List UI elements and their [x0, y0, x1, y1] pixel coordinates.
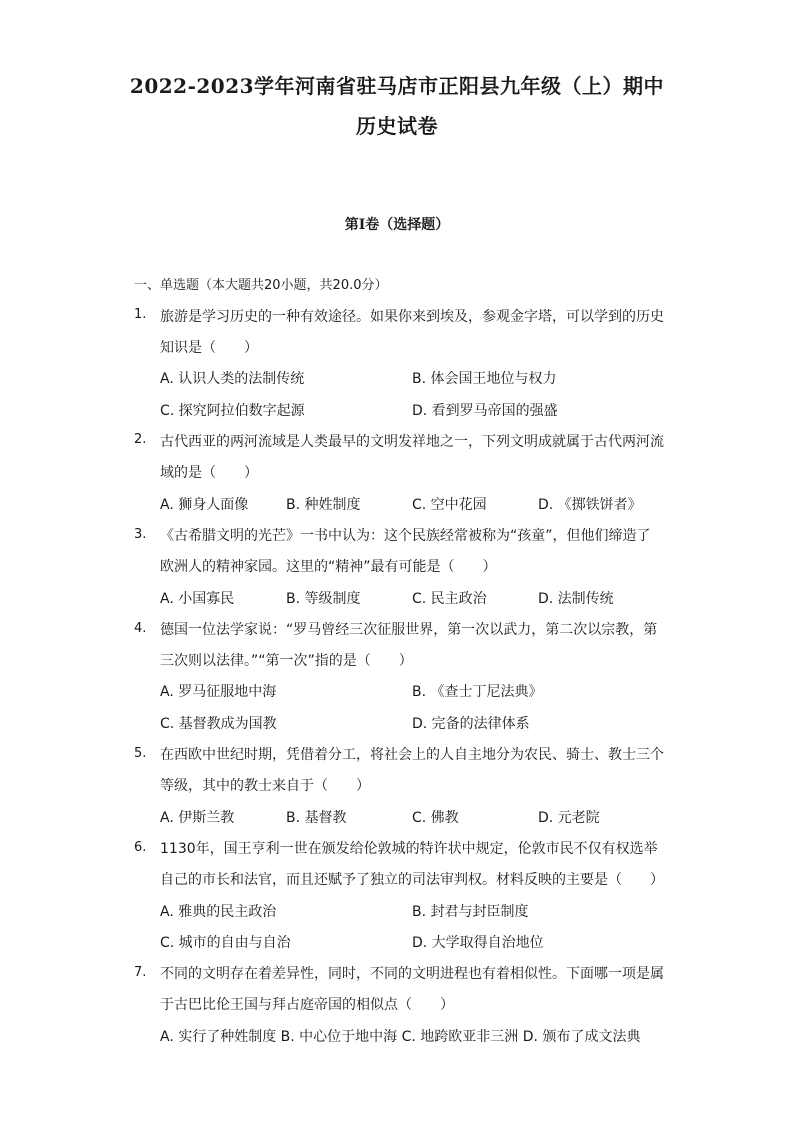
option-a[interactable]: A. 伊斯兰教	[160, 810, 235, 826]
option-b[interactable]: B. 封君与封臣制度	[412, 904, 529, 920]
question-text: 三次则以法律。”“第一次”指的是（ ）	[160, 653, 413, 669]
option-d[interactable]: D. 完备的法律体系	[412, 716, 530, 732]
option-c[interactable]: C. 基督教成为国教	[160, 716, 277, 732]
option-d[interactable]: D. 看到罗马帝国的强盛	[412, 403, 558, 419]
option-d[interactable]: D. 法制传统	[538, 591, 614, 607]
part-header: 一、单选题（本大题共20小题，共20.0分）	[134, 278, 388, 293]
option-c[interactable]: C. 民主政治	[412, 591, 487, 607]
question-text: 自己的市长和法官，而且还赋予了独立的司法审判权。材料反映的主要是（ ）	[160, 872, 664, 888]
option-a[interactable]: A. 狮身人面像	[160, 497, 249, 513]
question-text: 在西欧中世纪时期，凭借着分工，将社会上的人自主地分为农民、骑士、教士三个	[160, 747, 664, 763]
question-number: 7.	[134, 965, 147, 980]
question-text: 于古巴比伦王国与拜占庭帝国的相似点（ ）	[160, 997, 454, 1013]
question-text: 知识是（ ）	[160, 340, 258, 356]
question-number: 1.	[134, 307, 147, 322]
question-text: 旅游是学习历史的一种有效途径。如果你来到埃及，参观金字塔，可以学到的历史	[160, 309, 664, 325]
option-d[interactable]: D. 大学取得自治地位	[412, 935, 544, 951]
option-d[interactable]: D. 元老院	[538, 810, 600, 826]
question-number: 3.	[134, 527, 147, 542]
option-c[interactable]: C. 探究阿拉伯数字起源	[160, 403, 305, 419]
question-number: 4.	[134, 621, 147, 636]
option-b[interactable]: B. 等级制度	[286, 591, 361, 607]
option-c[interactable]: C. 佛教	[412, 810, 459, 826]
section-title: 第I卷（选择题）	[344, 217, 450, 233]
question-text: 1130年，国王亨利一世在颁发给伦敦城的特许状中规定，伦敦市民不仅有权选举	[160, 841, 658, 857]
question-text: 不同的文明存在着差异性，同时，不同的文明进程也有着相似性。下面哪一项是属	[160, 966, 664, 982]
option-b[interactable]: B. 《查士丁尼法典》	[412, 684, 543, 700]
option-c[interactable]: C. 空中花园	[412, 497, 487, 513]
option-a[interactable]: A. 罗马征服地中海	[160, 684, 277, 700]
question-text: 《古希腊文明的光芒》一书中认为：这个民族经常被称为“孩童”，但他们缔造了	[160, 528, 651, 544]
question-text: 等级，其中的教士来自于（ ）	[160, 778, 370, 794]
question-text: 德国一位法学家说：“罗马曾经三次征服世界，第一次以武力，第二次以宗教，第	[160, 622, 658, 638]
option-row[interactable]: A. 实行了种姓制度 B. 中心位于地中海 C. 地跨欧亚非三洲 D. 颁布了成文法典	[160, 1029, 641, 1045]
question-text: 域的是（ ）	[160, 465, 258, 481]
question-number: 2.	[134, 432, 147, 447]
option-c[interactable]: C. 城市的自由与自治	[160, 935, 291, 951]
option-b[interactable]: B. 种姓制度	[286, 497, 361, 513]
question-text: 古代西亚的两河流域是人类最早的文明发祥地之一，下列文明成就属于古代两河流	[160, 434, 664, 450]
option-a[interactable]: A. 小国寡民	[160, 591, 235, 607]
option-a[interactable]: A. 雅典的民主政治	[160, 904, 277, 920]
exam-title-line1: 2022-2023学年河南省驻马店市正阳县九年级（上）期中	[129, 74, 665, 98]
question-text: 欧洲人的精神家园。这里的“精神”最有可能是（ ）	[160, 559, 497, 575]
exam-title-line2: 历史试卷	[356, 114, 438, 138]
option-b[interactable]: B. 体会国王地位与权力	[412, 371, 557, 387]
option-a[interactable]: A. 认识人类的法制传统	[160, 371, 305, 387]
question-number: 6.	[134, 840, 147, 855]
option-d[interactable]: D. 《掷铁饼者》	[538, 497, 642, 513]
option-b[interactable]: B. 基督教	[286, 810, 347, 826]
question-number: 5.	[134, 746, 147, 761]
